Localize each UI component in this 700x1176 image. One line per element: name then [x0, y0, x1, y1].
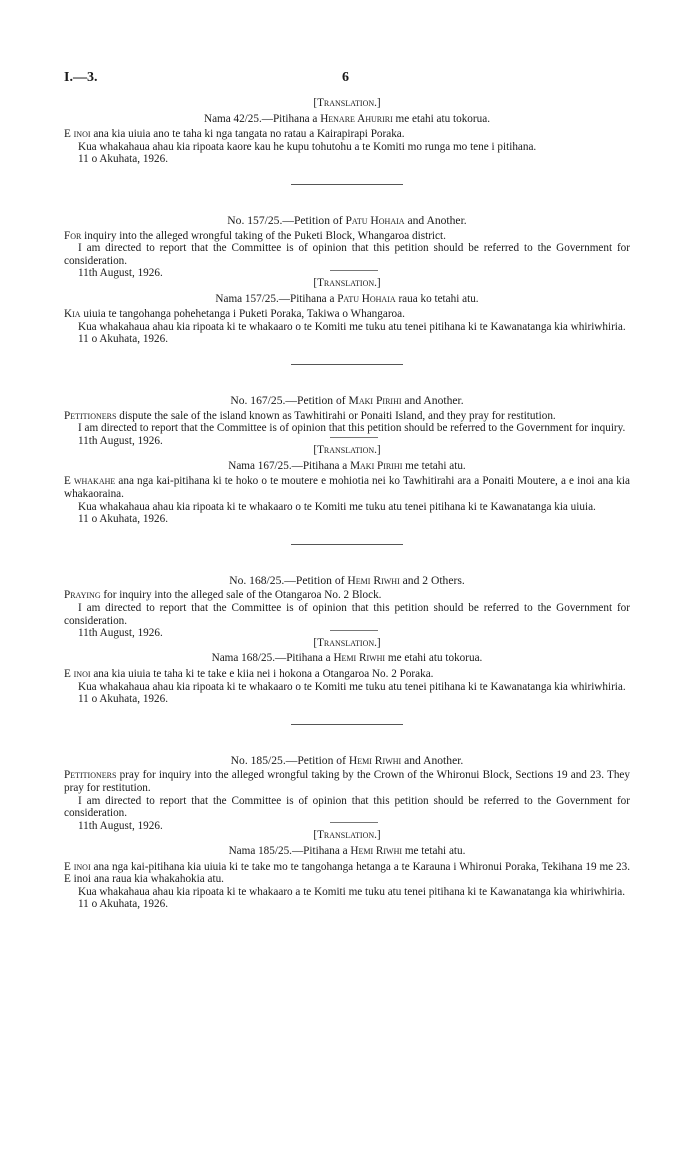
paragraph-text: ana kia uiuia te taha ki te take e kiia nei i hokona a Otangaroa No. 2 Poraka. — [90, 668, 434, 680]
section-divider — [291, 184, 403, 185]
nama-line — [64, 652, 630, 665]
petition-paragraph-1 — [64, 589, 630, 602]
translation-date: 11 o Akuhata, 1926. — [78, 693, 169, 706]
translation-heading: [Translation.] — [313, 97, 381, 109]
petition-168 — [64, 575, 630, 706]
title-suffix: and Another. — [401, 393, 464, 407]
petitioner-name: Patu Hohaia — [345, 213, 405, 227]
lead-word: E inoi — [64, 128, 91, 141]
petition-title — [64, 755, 630, 768]
translation-heading: [Translation.] — [313, 636, 381, 649]
translation-paragraph-1 — [64, 128, 630, 141]
translation-date: 11 o Akuhata, 1926. — [78, 513, 169, 526]
nama-suffix: me tetahi atu. — [402, 844, 466, 857]
petition-date: 11th August, 1926. — [78, 267, 163, 280]
title-prefix: No. 168/25.—Petition of — [229, 573, 348, 587]
translation-date: 11 o Akuhata, 1926. — [78, 333, 169, 346]
petition-167 — [64, 395, 630, 526]
nama-prefix: Nama 157/25.—Pitihana a — [215, 292, 338, 305]
petition-date: 11th August, 1926. — [78, 819, 163, 832]
section-divider — [291, 724, 403, 725]
nama-suffix: me etahi atu tokorua. — [385, 652, 483, 665]
lead-word: E whakahe — [64, 475, 116, 488]
nama-line — [64, 293, 630, 306]
nama-prefix: Nama 168/25.—Pitihana a — [211, 652, 334, 665]
translation-block-42 — [64, 97, 630, 166]
petition-title — [64, 395, 630, 408]
section-divider — [291, 544, 403, 545]
translation-heading: [Translation.] — [313, 444, 381, 457]
title-prefix: No. 157/25.—Petition of — [227, 213, 346, 227]
translation-heading: [Translation.] — [313, 276, 381, 289]
lead-word: Kia — [64, 308, 81, 321]
title-suffix: and Another. — [404, 213, 467, 227]
nama-name: Henare Ahuriri — [320, 112, 393, 125]
nama-suffix: me etahi atu tokorua. — [392, 112, 490, 125]
short-divider — [330, 437, 378, 438]
paragraph-text: ana kia uiuia ano te taha ki nga tangata no ratau a Kairapirapi Poraka. — [90, 128, 405, 141]
petition-title — [64, 215, 630, 228]
translation-paragraph-2: Kua whakahaua ahau kia ripoata ki te whakaaro o te Komiti me tuku atu tenei pitihana ki te Kawanatanga kia uiuia. — [78, 500, 596, 513]
petition-title — [64, 575, 630, 588]
petition-paragraph-2: I am directed to report that the Committee is of opinion that this petition should be referred to the Government for consideration. — [64, 794, 630, 820]
translation-heading: [Translation.] — [313, 829, 381, 842]
translation-paragraph-2: Kua whakahaua ahau kia ripoata kaore kau he kupu tohutohu a te Komiti mo runga mo tene i pitihana. — [78, 140, 537, 153]
paragraph-text: pray for inquiry into the alleged wrongful taking by the Crown of the Whironui Block, Sections 19 and 23. They pray for restitution. — [64, 769, 630, 794]
translation-paragraph-2: Kua whakahaua ahau kia ripoata ki te whakaaro o te Komiti me tuku atu tenei pitihana ki te Kawanatanga kia whiriwhiria. — [78, 320, 626, 333]
page-number: 6 — [342, 70, 349, 85]
paragraph-text: dispute the sale of the island known as Tawhitirahi or Ponaiti Island, and they pray for restitution. — [116, 409, 556, 422]
nama-suffix: raua ko tetahi atu. — [395, 292, 479, 305]
petition-157 — [64, 215, 630, 346]
page-header — [64, 72, 630, 92]
paper-reference: I.—3. — [64, 70, 98, 85]
petitioner-name: Maki Pirihi — [348, 393, 402, 407]
lead-word: For — [64, 229, 82, 242]
translation-paragraph-1 — [64, 308, 630, 321]
petition-paragraph-2: I am directed to report that the Committee is of opinion that this petition should be referred to the Government for inquiry. — [78, 422, 626, 435]
title-suffix: and 2 Others. — [399, 573, 465, 587]
paragraph-text: ana nga kai-pitihana ki te hoko o te moutere e mohiotia nei ko Tawhitirahi ara a Ponaiti Moutere, a e inoi ana kia whakaoraina. — [64, 475, 630, 501]
page-content — [64, 97, 630, 911]
paragraph-text: inquiry into the alleged wrongful taking of the Puketi Block, Whangaroa district. — [81, 229, 446, 242]
petition-paragraph-1 — [64, 769, 630, 794]
petitioner-name: Hemi Riwhi — [348, 753, 402, 767]
lead-word: Petitioners — [64, 769, 117, 782]
nama-name: Hemi Riwhi — [350, 844, 403, 857]
lead-word: Praying — [64, 589, 101, 602]
nama-line — [64, 460, 630, 473]
title-prefix: No. 167/25.—Petition of — [230, 393, 349, 407]
nama-prefix: Nama 185/25.—Pitihana a — [228, 844, 351, 857]
nama-line — [64, 845, 630, 858]
translation-paragraph-1 — [64, 668, 630, 681]
translation-paragraph-2: Kua whakahaua ahau kia ripoata ki te whakaaro a te Komiti me tuku atu tenei pitihana ki te Kawanatanga kia whiriwhiria. — [78, 885, 626, 898]
nama-prefix: Nama 42/25.—Pitihana a — [203, 112, 321, 125]
translation-date: 11 o Akuhata, 1926. — [78, 153, 169, 166]
petition-paragraph-2: I am directed to report that the Committee is of opinion that this petition should be referred to the Government for consideration. — [64, 242, 630, 267]
paragraph-text: for inquiry into the alleged sale of the Otangaroa No. 2 Block. — [100, 589, 382, 602]
paragraph-text: ana nga kai-pitihana kia uiuia ki te take mo te tangohanga hetanga a te Karauna i Whironui Poraka, Tekihana 19 me 23. E inoi ana raua kia whakahokia atu. — [64, 860, 631, 886]
nama-line — [64, 113, 630, 126]
petitioner-name: Hemi Riwhi — [347, 573, 400, 587]
petition-paragraph-2: I am directed to report that the Committee is of opinion that this petition should be referred to the Government for consideration. — [64, 602, 630, 627]
nama-prefix: Nama 167/25.—Pitihana a — [228, 459, 351, 472]
nama-name: Maki Pirihi — [350, 459, 403, 472]
translation-paragraph-1 — [64, 475, 630, 500]
lead-word: E inoi — [64, 668, 91, 680]
petition-185 — [64, 755, 630, 911]
title-prefix: No. 185/25.—Petition of — [230, 753, 349, 767]
lead-word: Petitioners — [64, 409, 117, 422]
section-divider — [291, 364, 403, 365]
paragraph-text: uiuia te tangohanga pohehetanga i Puketi Poraka, Takiwa o Whangaroa. — [80, 308, 405, 321]
petition-date: 11th August, 1926. — [78, 434, 163, 447]
petition-paragraph-1 — [64, 410, 630, 423]
petition-date: 11th August, 1926. — [78, 627, 163, 640]
translation-paragraph-1 — [64, 861, 630, 886]
translation-paragraph-2: Kua whakahaua ahau kia ripoata ki te whakaaro o te Komiti me tuku atu tenei pitihana ki te Kawanatanga kia whiriwhiria. — [78, 680, 626, 693]
nama-name: Hemi Riwhi — [333, 652, 386, 665]
lead-word: E inoi — [64, 860, 91, 873]
title-suffix: and Another. — [401, 753, 464, 767]
short-divider — [330, 822, 378, 823]
short-divider — [330, 270, 378, 271]
nama-name: Patu Hohaia — [337, 292, 396, 305]
translation-date: 11 o Akuhata, 1926. — [78, 898, 169, 911]
nama-suffix: me tetahi atu. — [402, 459, 466, 472]
short-divider — [330, 630, 378, 631]
petition-paragraph-1 — [64, 230, 630, 243]
